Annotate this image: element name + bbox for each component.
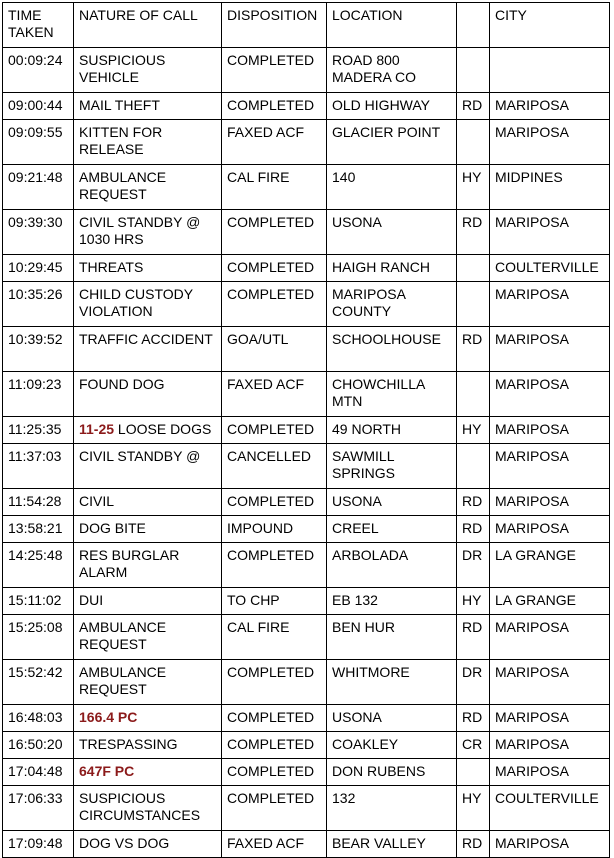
street-suffix-cell: HY [457,417,490,444]
table-row [3,255,610,282]
table-row [3,786,610,831]
street-suffix-cell: DR [457,660,490,705]
city-cell: MARIPOSA [490,732,610,759]
disposition-cell: COMPLETED [222,210,327,255]
location-cell: USONA [327,210,457,255]
nature-text: KITTEN FOR RELEASE [79,124,163,157]
nature-cell [74,327,222,372]
nature-text: DOG BITE [79,520,146,536]
location-cell: COAKLEY [327,732,457,759]
street-suffix-cell: RD [457,489,490,516]
header-location: LOCATION [327,3,457,48]
disposition-cell: CANCELLED [222,444,327,489]
time-cell: 11:37:03 [3,444,74,489]
nature-cell [74,417,222,444]
table-row [3,588,610,615]
street-suffix-cell: RD [457,831,490,858]
table-row [3,444,610,489]
city-cell: MARIPOSA [490,759,610,786]
disposition-cell: FAXED ACF [222,120,327,165]
nature-cell [74,831,222,858]
table-row [3,489,610,516]
time-cell: 09:00:44 [3,93,74,120]
time-cell: 00:09:24 [3,48,74,93]
disposition-cell: FAXED ACF [222,372,327,417]
location-cell: ROAD 800 MADERA CO [327,48,457,93]
location-cell: ARBOLADA [327,543,457,588]
location-cell: HAIGH RANCH [327,255,457,282]
city-cell: MARIPOSA [490,444,610,489]
time-cell: 11:09:23 [3,372,74,417]
street-suffix-cell: RD [457,93,490,120]
nature-cell [74,759,222,786]
table-row [3,732,610,759]
table-row [3,282,610,327]
location-cell: 49 NORTH [327,417,457,444]
street-suffix-cell [457,120,490,165]
nature-cell [74,588,222,615]
nature-cell [74,165,222,210]
city-cell: LA GRANGE [490,543,610,588]
call-code: 647F PC [79,763,135,779]
street-suffix-cell [457,444,490,489]
table-row [3,372,610,417]
table-row [3,543,610,588]
city-cell: MARIPOSA [490,327,610,372]
nature-cell [74,615,222,660]
street-suffix-cell: CR [457,732,490,759]
disposition-cell: COMPLETED [222,282,327,327]
location-cell: CHOWCHILLA MTN [327,372,457,417]
disposition-cell: COMPLETED [222,489,327,516]
city-cell: LA GRANGE [490,588,610,615]
location-cell: 132 [327,786,457,831]
table-row [3,120,610,165]
location-cell: MARIPOSA COUNTY [327,282,457,327]
city-cell: MARIPOSA [490,210,610,255]
table-row [3,516,610,543]
nature-text: DUI [79,592,104,608]
location-cell: CREEL [327,516,457,543]
nature-text: TRAFFIC ACCIDENT [79,331,213,347]
nature-text: TRESPASSING [79,736,178,752]
time-cell: 10:29:45 [3,255,74,282]
city-cell: MARIPOSA [490,417,610,444]
nature-text: AMBULANCE REQUEST [79,169,167,202]
disposition-cell: COMPLETED [222,417,327,444]
nature-cell [74,210,222,255]
table-row [3,705,610,732]
table-row [3,831,610,858]
disposition-cell: COMPLETED [222,759,327,786]
street-suffix-cell: RD [457,327,490,372]
nature-text: AMBULANCE REQUEST [79,619,167,652]
street-suffix-cell: HY [457,588,490,615]
time-cell: 15:11:02 [3,588,74,615]
street-suffix-cell: HY [457,786,490,831]
nature-text: THREATS [79,259,144,275]
time-cell: 11:25:35 [3,417,74,444]
disposition-cell: COMPLETED [222,255,327,282]
location-cell: USONA [327,705,457,732]
city-cell: COULTERVILLE [490,255,610,282]
nature-cell [74,48,222,93]
time-cell: 09:09:55 [3,120,74,165]
table-row [3,417,610,444]
location-cell: BEAR VALLEY [327,831,457,858]
nature-cell [74,543,222,588]
table-row [3,165,610,210]
disposition-cell: COMPLETED [222,93,327,120]
street-suffix-cell: DR [457,543,490,588]
location-cell: SCHOOLHOUSE [327,327,457,372]
header-row [3,3,610,48]
disposition-cell: GOA/UTL [222,327,327,372]
nature-cell [74,93,222,120]
time-cell: 09:39:30 [3,210,74,255]
time-cell: 15:52:42 [3,660,74,705]
time-cell: 14:25:48 [3,543,74,588]
street-suffix-cell: RD [457,516,490,543]
street-suffix-cell [457,372,490,417]
city-cell: MARIPOSA [490,516,610,543]
time-cell: 17:06:33 [3,786,74,831]
street-suffix-cell [457,48,490,93]
disposition-cell: COMPLETED [222,660,327,705]
table-row [3,93,610,120]
nature-cell [74,255,222,282]
location-cell: EB 132 [327,588,457,615]
disposition-cell: TO CHP [222,588,327,615]
time-cell: 13:58:21 [3,516,74,543]
city-cell: MARIPOSA [490,615,610,660]
table-row [3,759,610,786]
call-code: 166.4 PC [79,709,138,725]
nature-text: SUSPICIOUS CIRCUMSTANCES [79,790,201,823]
call-log-table [2,2,610,858]
time-cell: 10:35:26 [3,282,74,327]
street-suffix-cell [457,282,490,327]
nature-cell [74,282,222,327]
location-cell: SAWMILL SPRINGS [327,444,457,489]
table-row [3,615,610,660]
street-suffix-cell: RD [457,210,490,255]
street-suffix-cell: RD [457,705,490,732]
time-cell: 16:48:03 [3,705,74,732]
nature-cell [74,732,222,759]
nature-cell [74,660,222,705]
city-cell: MARIPOSA [490,831,610,858]
street-suffix-cell: HY [457,165,490,210]
table-row [3,660,610,705]
disposition-cell: COMPLETED [222,705,327,732]
disposition-cell: COMPLETED [222,786,327,831]
time-cell: 10:39:52 [3,327,74,372]
disposition-cell: COMPLETED [222,48,327,93]
nature-text: FOUND DOG [79,376,165,392]
city-cell [490,48,610,93]
table-row [3,327,610,372]
city-cell: MARIPOSA [490,372,610,417]
nature-cell [74,516,222,543]
header-time-taken: TIME TAKEN [3,3,74,48]
nature-text: CIVIL STANDBY @ 1030 HRS [79,214,201,247]
header-disposition: DISPOSITION [222,3,327,48]
nature-cell [74,489,222,516]
nature-cell [74,705,222,732]
location-cell: 140 [327,165,457,210]
disposition-cell: COMPLETED [222,732,327,759]
nature-text: RES BURGLAR ALARM [79,547,180,580]
nature-text: SUSPICIOUS VEHICLE [79,52,166,85]
time-cell: 17:09:48 [3,831,74,858]
street-suffix-cell [457,759,490,786]
table-row [3,210,610,255]
nature-text: AMBULANCE REQUEST [79,664,167,697]
time-cell: 11:54:28 [3,489,74,516]
street-suffix-cell: RD [457,615,490,660]
location-cell: DON RUBENS [327,759,457,786]
city-cell: MARIPOSA [490,660,610,705]
location-cell: BEN HUR [327,615,457,660]
city-cell: MARIPOSA [490,93,610,120]
disposition-cell: CAL FIRE [222,615,327,660]
time-cell: 09:21:48 [3,165,74,210]
time-cell: 17:04:48 [3,759,74,786]
nature-text: MAIL THEFT [79,97,160,113]
location-cell: WHITMORE [327,660,457,705]
time-cell: 15:25:08 [3,615,74,660]
city-cell: MARIPOSA [490,489,610,516]
table-body [3,48,610,858]
time-cell: 16:50:20 [3,732,74,759]
nature-cell [74,120,222,165]
call-code: 11-25 [79,421,115,437]
city-cell: MARIPOSA [490,120,610,165]
disposition-cell: COMPLETED [222,543,327,588]
table-row [3,48,610,93]
header-street-suffix [457,3,490,48]
nature-cell [74,444,222,489]
nature-text: LOOSE DOGS [114,421,212,437]
city-cell: MARIPOSA [490,282,610,327]
city-cell: MIDPINES [490,165,610,210]
nature-cell [74,786,222,831]
city-cell: MARIPOSA [490,705,610,732]
disposition-cell: IMPOUND [222,516,327,543]
city-cell: COULTERVILLE [490,786,610,831]
location-cell: OLD HIGHWAY [327,93,457,120]
nature-text: DOG VS DOG [79,835,170,851]
nature-text: CHILD CUSTODY VIOLATION [79,286,193,319]
header-nature-of-call: NATURE OF CALL [74,3,222,48]
header-city: CITY [490,3,610,48]
street-suffix-cell [457,255,490,282]
nature-cell [74,372,222,417]
nature-text: CIVIL STANDBY @ [79,448,201,464]
disposition-cell: FAXED ACF [222,831,327,858]
location-cell: USONA [327,489,457,516]
disposition-cell: CAL FIRE [222,165,327,210]
location-cell: GLACIER POINT [327,120,457,165]
nature-text: CIVIL [79,493,115,509]
